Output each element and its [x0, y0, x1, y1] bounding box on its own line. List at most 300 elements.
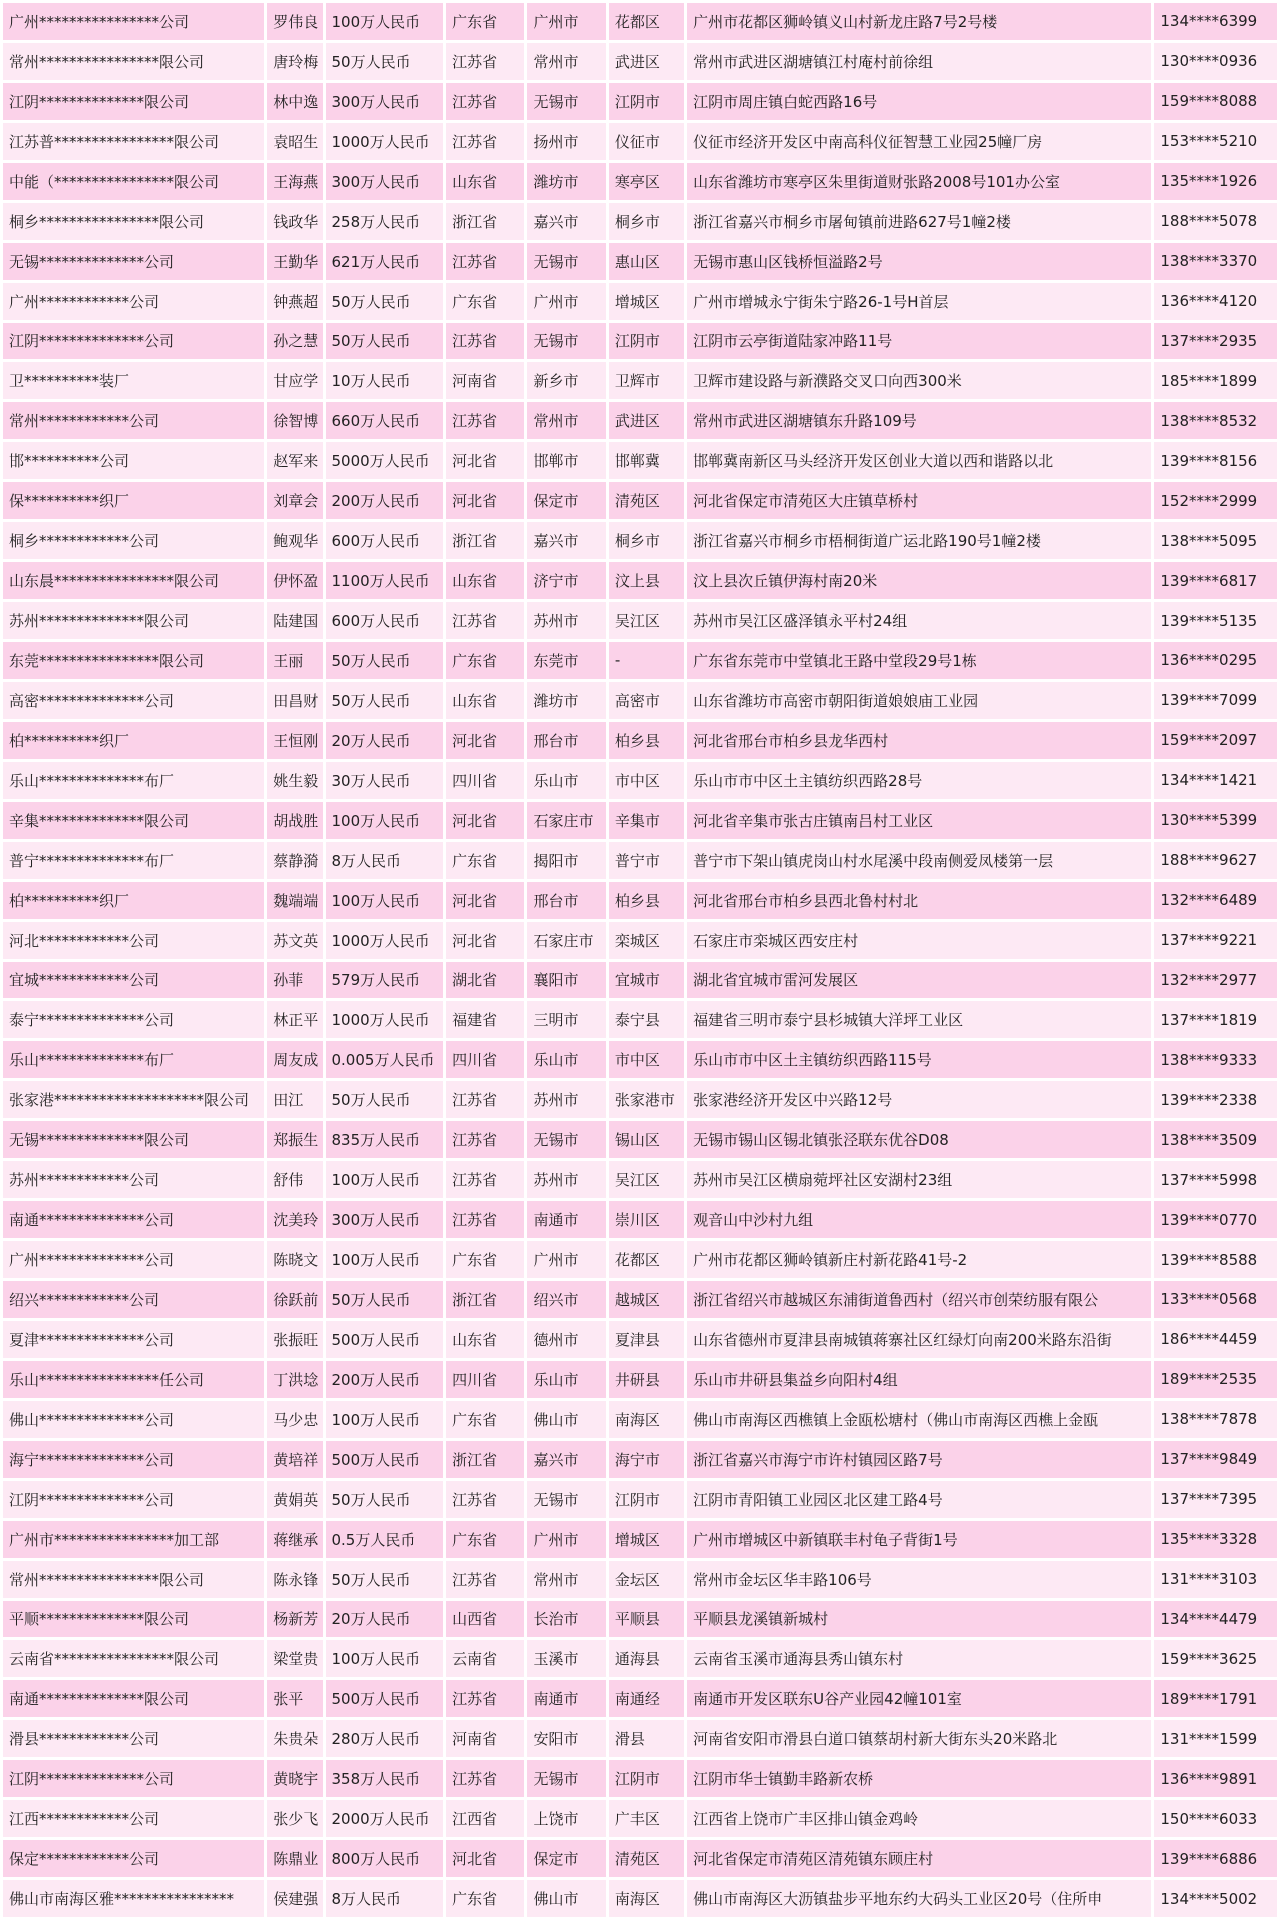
legal-person-cell: 钟燕超	[267, 283, 322, 320]
table-row	[3, 43, 1277, 80]
company-name-cell: 柏**********织厂	[3, 882, 264, 919]
district-cell: 广丰区	[609, 1800, 684, 1837]
phone-cell: 137****7395	[1154, 1481, 1277, 1518]
district-cell: 卫辉市	[609, 362, 684, 399]
address-cell: 汶上县次丘镇伊海村南20米	[687, 562, 1151, 599]
registered-capital-cell: 200万人民币	[326, 482, 444, 519]
address-cell: 平顺县龙溪镇新城村	[687, 1601, 1151, 1638]
district-cell: 惠山区	[609, 243, 684, 280]
registered-capital-cell: 600万人民币	[326, 602, 444, 639]
province-cell: 福建省	[446, 1001, 524, 1038]
city-cell: 常州市	[527, 402, 605, 439]
district-cell: 崇川区	[609, 1201, 684, 1238]
city-cell: 常州市	[527, 1561, 605, 1598]
district-cell: 吴江区	[609, 1161, 684, 1198]
legal-person-cell: 黄娟英	[267, 1481, 322, 1518]
registered-capital-cell: 50万人民币	[326, 1561, 444, 1598]
city-cell: 长治市	[527, 1601, 605, 1638]
legal-person-cell: 张平	[267, 1680, 322, 1717]
district-cell: 金坛区	[609, 1561, 684, 1598]
province-cell: 河北省	[446, 882, 524, 919]
city-cell: 乐山市	[527, 1361, 605, 1398]
table-row	[3, 402, 1277, 439]
registered-capital-cell: 835万人民币	[326, 1121, 444, 1158]
province-cell: 江苏省	[446, 1121, 524, 1158]
registered-capital-cell: 20万人民币	[326, 1601, 444, 1638]
legal-person-cell: 侯建强	[267, 1880, 322, 1917]
table-row	[3, 1760, 1277, 1797]
city-cell: 揭阳市	[527, 842, 605, 879]
legal-person-cell: 陈晓文	[267, 1241, 322, 1278]
district-cell: 宜城市	[609, 962, 684, 999]
table-row	[3, 962, 1277, 999]
registered-capital-cell: 500万人民币	[326, 1441, 444, 1478]
registered-capital-cell: 1000万人民币	[326, 123, 444, 160]
district-cell: 江阴市	[609, 1481, 684, 1518]
city-cell: 嘉兴市	[527, 522, 605, 559]
address-cell: 河北省辛集市张古庄镇南吕村工业区	[687, 802, 1151, 839]
phone-cell: 138****8532	[1154, 402, 1277, 439]
province-cell: 江苏省	[446, 602, 524, 639]
address-cell: 云南省玉溪市通海县秀山镇东村	[687, 1640, 1151, 1677]
province-cell: 河北省	[446, 1840, 524, 1877]
address-cell: 山东省德州市夏津县南城镇蒋寨社区红绿灯向南200米路东沿街	[687, 1321, 1151, 1358]
city-cell: 德州市	[527, 1321, 605, 1358]
city-cell: 邢台市	[527, 882, 605, 919]
phone-cell: 139****6886	[1154, 1840, 1277, 1877]
company-name-cell: 张家港********************限公司	[3, 1081, 264, 1118]
table-row	[3, 1201, 1277, 1238]
address-cell: 河北省保定市清苑区清苑镇东顾庄村	[687, 1840, 1151, 1877]
phone-cell: 159****8088	[1154, 83, 1277, 120]
table-row	[3, 243, 1277, 280]
city-cell: 东莞市	[527, 642, 605, 679]
legal-person-cell: 赵军来	[267, 442, 322, 479]
company-name-cell: 绍兴************公司	[3, 1281, 264, 1318]
phone-cell: 132****2977	[1154, 962, 1277, 999]
legal-person-cell: 魏端端	[267, 882, 322, 919]
table-row	[3, 1441, 1277, 1478]
legal-person-cell: 沈美玲	[267, 1201, 322, 1238]
legal-person-cell: 杨新芳	[267, 1601, 322, 1638]
city-cell: 石家庄市	[527, 922, 605, 959]
province-cell: 山西省	[446, 1601, 524, 1638]
phone-cell: 189****2535	[1154, 1361, 1277, 1398]
city-cell: 嘉兴市	[527, 203, 605, 240]
phone-cell: 138****9333	[1154, 1041, 1277, 1078]
company-name-cell: 桐乡****************限公司	[3, 203, 264, 240]
company-name-cell: 江阴**************限公司	[3, 83, 264, 120]
company-name-cell: 佛山**************公司	[3, 1401, 264, 1438]
registered-capital-cell: 300万人民币	[326, 1201, 444, 1238]
district-cell: 邯郸冀	[609, 442, 684, 479]
legal-person-cell: 苏文英	[267, 922, 322, 959]
address-cell: 苏州市吴江区盛泽镇永平村24组	[687, 602, 1151, 639]
table-row	[3, 442, 1277, 479]
province-cell: 湖北省	[446, 962, 524, 999]
table-row	[3, 1800, 1277, 1837]
table-row	[3, 802, 1277, 839]
company-name-cell: 无锡**************限公司	[3, 1121, 264, 1158]
phone-cell: 139****0770	[1154, 1201, 1277, 1238]
registered-capital-cell: 5000万人民币	[326, 442, 444, 479]
table-row	[3, 1281, 1277, 1318]
company-name-cell: 河北************公司	[3, 922, 264, 959]
district-cell: 海宁市	[609, 1441, 684, 1478]
district-cell: 夏津县	[609, 1321, 684, 1358]
city-cell: 无锡市	[527, 1481, 605, 1518]
table-row	[3, 602, 1277, 639]
district-cell: 平顺县	[609, 1601, 684, 1638]
district-cell: 增城区	[609, 1521, 684, 1558]
legal-person-cell: 陆建国	[267, 602, 322, 639]
city-cell: 佛山市	[527, 1401, 605, 1438]
city-cell: 保定市	[527, 482, 605, 519]
province-cell: 河北省	[446, 482, 524, 519]
registered-capital-cell: 100万人民币	[326, 1241, 444, 1278]
district-cell: 栾城区	[609, 922, 684, 959]
city-cell: 无锡市	[527, 1760, 605, 1797]
table-row	[3, 1561, 1277, 1598]
registered-capital-cell: 100万人民币	[326, 3, 444, 40]
table-row	[3, 1481, 1277, 1518]
table-row	[3, 1321, 1277, 1358]
phone-cell: 135****1926	[1154, 163, 1277, 200]
table-row	[3, 163, 1277, 200]
legal-person-cell: 舒伟	[267, 1161, 322, 1198]
city-cell: 保定市	[527, 1840, 605, 1877]
company-name-cell: 普宁**************布厂	[3, 842, 264, 879]
address-cell: 河北省保定市清苑区大庄镇草桥村	[687, 482, 1151, 519]
legal-person-cell: 蔡静漪	[267, 842, 322, 879]
province-cell: 四川省	[446, 1361, 524, 1398]
address-cell: 常州市金坛区华丰路106号	[687, 1561, 1151, 1598]
city-cell: 玉溪市	[527, 1640, 605, 1677]
legal-person-cell: 林中逸	[267, 83, 322, 120]
phone-cell: 139****8588	[1154, 1241, 1277, 1278]
city-cell: 新乡市	[527, 362, 605, 399]
company-name-cell: 江苏普****************限公司	[3, 123, 264, 160]
registered-capital-cell: 8万人民币	[326, 1880, 444, 1917]
table-row	[3, 1720, 1277, 1757]
phone-cell: 159****2097	[1154, 722, 1277, 759]
legal-person-cell: 黄晓宇	[267, 1760, 322, 1797]
table-row	[3, 642, 1277, 679]
legal-person-cell: 陈永锋	[267, 1561, 322, 1598]
registered-capital-cell: 100万人民币	[326, 1640, 444, 1677]
city-cell: 无锡市	[527, 323, 605, 360]
legal-person-cell: 伊怀盈	[267, 562, 322, 599]
phone-cell: 159****3625	[1154, 1640, 1277, 1677]
phone-cell: 139****5135	[1154, 602, 1277, 639]
company-name-cell: 南通**************限公司	[3, 1680, 264, 1717]
district-cell: 江阴市	[609, 323, 684, 360]
city-cell: 乐山市	[527, 1041, 605, 1078]
phone-cell: 136****0295	[1154, 642, 1277, 679]
city-cell: 三明市	[527, 1001, 605, 1038]
registered-capital-cell: 30万人民币	[326, 762, 444, 799]
address-cell: 河北省邢台市柏乡县龙华西村	[687, 722, 1151, 759]
province-cell: 江苏省	[446, 1760, 524, 1797]
phone-cell: 134****1421	[1154, 762, 1277, 799]
table-row	[3, 1640, 1277, 1677]
phone-cell: 137****5998	[1154, 1161, 1277, 1198]
address-cell: 无锡市锡山区锡北镇张泾联东优谷D08	[687, 1121, 1151, 1158]
city-cell: 石家庄市	[527, 802, 605, 839]
table-row	[3, 682, 1277, 719]
phone-cell: 136****9891	[1154, 1760, 1277, 1797]
phone-cell: 131****3103	[1154, 1561, 1277, 1598]
address-cell: 广州市花都区狮岭镇义山村新龙庄路7号2号楼	[687, 3, 1151, 40]
phone-cell: 138****3509	[1154, 1121, 1277, 1158]
district-cell: 江阴市	[609, 83, 684, 120]
province-cell: 江苏省	[446, 323, 524, 360]
legal-person-cell: 田昌财	[267, 682, 322, 719]
company-name-cell: 滑县************公司	[3, 1720, 264, 1757]
province-cell: 浙江省	[446, 522, 524, 559]
province-cell: 广东省	[446, 842, 524, 879]
legal-person-cell: 徐跃前	[267, 1281, 322, 1318]
province-cell: 广东省	[446, 283, 524, 320]
company-name-cell: 江西************公司	[3, 1800, 264, 1837]
province-cell: 四川省	[446, 1041, 524, 1078]
company-name-cell: 乐山****************任公司	[3, 1361, 264, 1398]
phone-cell: 189****1791	[1154, 1680, 1277, 1717]
province-cell: 江苏省	[446, 1081, 524, 1118]
phone-cell: 134****4479	[1154, 1601, 1277, 1638]
company-name-cell: 山东晨****************限公司	[3, 562, 264, 599]
address-cell: 佛山市南海区大沥镇盐步平地东约大码头工业区20号（住所申	[687, 1880, 1151, 1917]
district-cell: 江阴市	[609, 1760, 684, 1797]
city-cell: 绍兴市	[527, 1281, 605, 1318]
legal-person-cell: 刘章会	[267, 482, 322, 519]
table-row	[3, 1361, 1277, 1398]
registered-capital-cell: 280万人民币	[326, 1720, 444, 1757]
company-name-cell: 中能（****************限公司	[3, 163, 264, 200]
province-cell: 浙江省	[446, 1441, 524, 1478]
registered-capital-cell: 0.005万人民币	[326, 1041, 444, 1078]
table-row	[3, 1241, 1277, 1278]
address-cell: 浙江省嘉兴市桐乡市梧桐街道广运北路190号1幢2楼	[687, 522, 1151, 559]
legal-person-cell: 钱政华	[267, 203, 322, 240]
phone-cell: 135****3328	[1154, 1521, 1277, 1558]
address-cell: 山东省潍坊市高密市朝阳街道娘娘庙工业园	[687, 682, 1151, 719]
province-cell: 广东省	[446, 1521, 524, 1558]
district-cell: 越城区	[609, 1281, 684, 1318]
registered-capital-cell: 50万人民币	[326, 642, 444, 679]
legal-person-cell: 黄培祥	[267, 1441, 322, 1478]
city-cell: 南通市	[527, 1680, 605, 1717]
province-cell: 江苏省	[446, 1201, 524, 1238]
phone-cell: 134****6399	[1154, 3, 1277, 40]
company-name-cell: 江阴**************公司	[3, 323, 264, 360]
district-cell: 南海区	[609, 1401, 684, 1438]
registered-capital-cell: 579万人民币	[326, 962, 444, 999]
phone-cell: 188****5078	[1154, 203, 1277, 240]
province-cell: 江苏省	[446, 43, 524, 80]
province-cell: 山东省	[446, 562, 524, 599]
legal-person-cell: 王海燕	[267, 163, 322, 200]
registered-capital-cell: 50万人民币	[326, 1481, 444, 1518]
company-name-cell: 邯**********公司	[3, 442, 264, 479]
address-cell: 卫辉市建设路与新濮路交叉口向西300米	[687, 362, 1151, 399]
address-cell: 普宁市下架山镇虎岗山村水尾溪中段南侧爱凤楼第一层	[687, 842, 1151, 879]
phone-cell: 150****6033	[1154, 1800, 1277, 1837]
company-name-cell: 夏津**************公司	[3, 1321, 264, 1358]
city-cell: 无锡市	[527, 243, 605, 280]
district-cell: 井研县	[609, 1361, 684, 1398]
table-row	[3, 922, 1277, 959]
province-cell: 江苏省	[446, 243, 524, 280]
registered-capital-cell: 50万人民币	[326, 682, 444, 719]
address-cell: 浙江省嘉兴市海宁市许村镇园区路7号	[687, 1441, 1151, 1478]
company-name-cell: 广州市****************加工部	[3, 1521, 264, 1558]
address-cell: 乐山市市中区土主镇纺织西路115号	[687, 1041, 1151, 1078]
city-cell: 安阳市	[527, 1720, 605, 1757]
address-cell: 无锡市惠山区钱桥恒溢路2号	[687, 243, 1151, 280]
address-cell: 江阴市青阳镇工业园区北区建工路4号	[687, 1481, 1151, 1518]
district-cell: 泰宁县	[609, 1001, 684, 1038]
address-cell: 广州市花都区狮岭镇新庄村新花路41号-2	[687, 1241, 1151, 1278]
table-row	[3, 1880, 1277, 1917]
legal-person-cell: 孙菲	[267, 962, 322, 999]
legal-person-cell: 罗伟良	[267, 3, 322, 40]
company-name-cell: 苏州************公司	[3, 1161, 264, 1198]
address-cell: 浙江省嘉兴市桐乡市屠甸镇前进路627号1幢2楼	[687, 203, 1151, 240]
city-cell: 邢台市	[527, 722, 605, 759]
phone-cell: 136****4120	[1154, 283, 1277, 320]
city-cell: 襄阳市	[527, 962, 605, 999]
company-name-cell: 平顺**************限公司	[3, 1601, 264, 1638]
province-cell: 江苏省	[446, 1161, 524, 1198]
address-cell: 河南省安阳市滑县白道口镇蔡胡村新大街东头20米路北	[687, 1720, 1151, 1757]
company-name-cell: 辛集**************限公司	[3, 802, 264, 839]
phone-cell: 153****5210	[1154, 123, 1277, 160]
phone-cell: 152****2999	[1154, 482, 1277, 519]
company-name-cell: 佛山市南海区雅****************	[3, 1880, 264, 1917]
address-cell: 广州市增城永宁街朱宁路26-1号H首层	[687, 283, 1151, 320]
company-name-cell: 海宁**************公司	[3, 1441, 264, 1478]
company-name-cell: 乐山**************布厂	[3, 1041, 264, 1078]
table-row	[3, 1041, 1277, 1078]
legal-person-cell: 鲍观华	[267, 522, 322, 559]
district-cell: 柏乡县	[609, 882, 684, 919]
company-name-cell: 苏州**************限公司	[3, 602, 264, 639]
table-row	[3, 283, 1277, 320]
registered-capital-cell: 660万人民币	[326, 402, 444, 439]
table-row	[3, 482, 1277, 519]
registered-capital-cell: 358万人民币	[326, 1760, 444, 1797]
district-cell: 桐乡市	[609, 203, 684, 240]
city-cell: 潍坊市	[527, 682, 605, 719]
company-name-cell: 江阴**************公司	[3, 1760, 264, 1797]
district-cell: 寒亭区	[609, 163, 684, 200]
province-cell: 广东省	[446, 1241, 524, 1278]
province-cell: 广东省	[446, 3, 524, 40]
company-name-cell: 泰宁**************公司	[3, 1001, 264, 1038]
registered-capital-cell: 50万人民币	[326, 43, 444, 80]
address-cell: 观音山中沙村九组	[687, 1201, 1151, 1238]
city-cell: 乐山市	[527, 762, 605, 799]
district-cell: 花都区	[609, 1241, 684, 1278]
registered-capital-cell: 2000万人民币	[326, 1800, 444, 1837]
company-name-cell: 南通**************公司	[3, 1201, 264, 1238]
table-row	[3, 123, 1277, 160]
company-name-cell: 柏**********织厂	[3, 722, 264, 759]
registered-capital-cell: 300万人民币	[326, 163, 444, 200]
legal-person-cell: 袁昭生	[267, 123, 322, 160]
address-cell: 佛山市南海区西樵镇上金瓯松塘村（佛山市南海区西樵上金瓯	[687, 1401, 1151, 1438]
phone-cell: 137****2935	[1154, 323, 1277, 360]
registered-capital-cell: 0.5万人民币	[326, 1521, 444, 1558]
address-cell: 乐山市市中区土主镇纺织西路28号	[687, 762, 1151, 799]
company-name-cell: 高密**************公司	[3, 682, 264, 719]
address-cell: 广东省东莞市中堂镇北王路中堂段29号1栋	[687, 642, 1151, 679]
province-cell: 河南省	[446, 1720, 524, 1757]
legal-person-cell: 周友成	[267, 1041, 322, 1078]
company-name-cell: 宜城************公司	[3, 962, 264, 999]
company-name-cell: 无锡**************公司	[3, 243, 264, 280]
province-cell: 浙江省	[446, 1281, 524, 1318]
table-row	[3, 1840, 1277, 1877]
registered-capital-cell: 500万人民币	[326, 1680, 444, 1717]
province-cell: 山东省	[446, 682, 524, 719]
legal-person-cell: 马少忠	[267, 1401, 322, 1438]
registered-capital-cell: 100万人民币	[326, 882, 444, 919]
province-cell: 江苏省	[446, 1561, 524, 1598]
legal-person-cell: 郑振生	[267, 1121, 322, 1158]
registered-capital-cell: 1000万人民币	[326, 1001, 444, 1038]
district-cell: 辛集市	[609, 802, 684, 839]
table-row	[3, 362, 1277, 399]
province-cell: 江苏省	[446, 1680, 524, 1717]
phone-cell: 137****1819	[1154, 1001, 1277, 1038]
address-cell: 浙江省绍兴市越城区东浦街道鲁西村（绍兴市创荣纺服有限公	[687, 1281, 1151, 1318]
province-cell: 江苏省	[446, 83, 524, 120]
company-name-cell: 保定************公司	[3, 1840, 264, 1877]
district-cell: 高密市	[609, 682, 684, 719]
table-row	[3, 762, 1277, 799]
table-row	[3, 83, 1277, 120]
district-cell: -	[609, 642, 684, 679]
phone-cell: 133****0568	[1154, 1281, 1277, 1318]
district-cell: 清苑区	[609, 1840, 684, 1877]
address-cell: 河北省邢台市柏乡县西北鲁村村北	[687, 882, 1151, 919]
table-row	[3, 1521, 1277, 1558]
address-cell: 邯郸冀南新区马头经济开发区创业大道以西和谐路以北	[687, 442, 1151, 479]
legal-person-cell: 梁堂贵	[267, 1640, 322, 1677]
legal-person-cell: 徐智博	[267, 402, 322, 439]
district-cell: 张家港市	[609, 1081, 684, 1118]
district-cell: 花都区	[609, 3, 684, 40]
city-cell: 济宁市	[527, 562, 605, 599]
city-cell: 扬州市	[527, 123, 605, 160]
table-row	[3, 1401, 1277, 1438]
table-row	[3, 1601, 1277, 1638]
address-cell: 苏州市吴江区横扇菀坪社区安湖村23组	[687, 1161, 1151, 1198]
province-cell: 云南省	[446, 1640, 524, 1677]
address-cell: 山东省潍坊市寒亭区朱里街道财张路2008号101办公室	[687, 163, 1151, 200]
province-cell: 江苏省	[446, 402, 524, 439]
company-name-cell: 卫**********装厂	[3, 362, 264, 399]
address-cell: 江阴市华士镇勤丰路新农桥	[687, 1760, 1151, 1797]
registered-capital-cell: 100万人民币	[326, 1161, 444, 1198]
phone-cell: 186****4459	[1154, 1321, 1277, 1358]
province-cell: 河南省	[446, 362, 524, 399]
district-cell: 武进区	[609, 402, 684, 439]
province-cell: 江苏省	[446, 1481, 524, 1518]
address-cell: 湖北省宜城市雷河发展区	[687, 962, 1151, 999]
